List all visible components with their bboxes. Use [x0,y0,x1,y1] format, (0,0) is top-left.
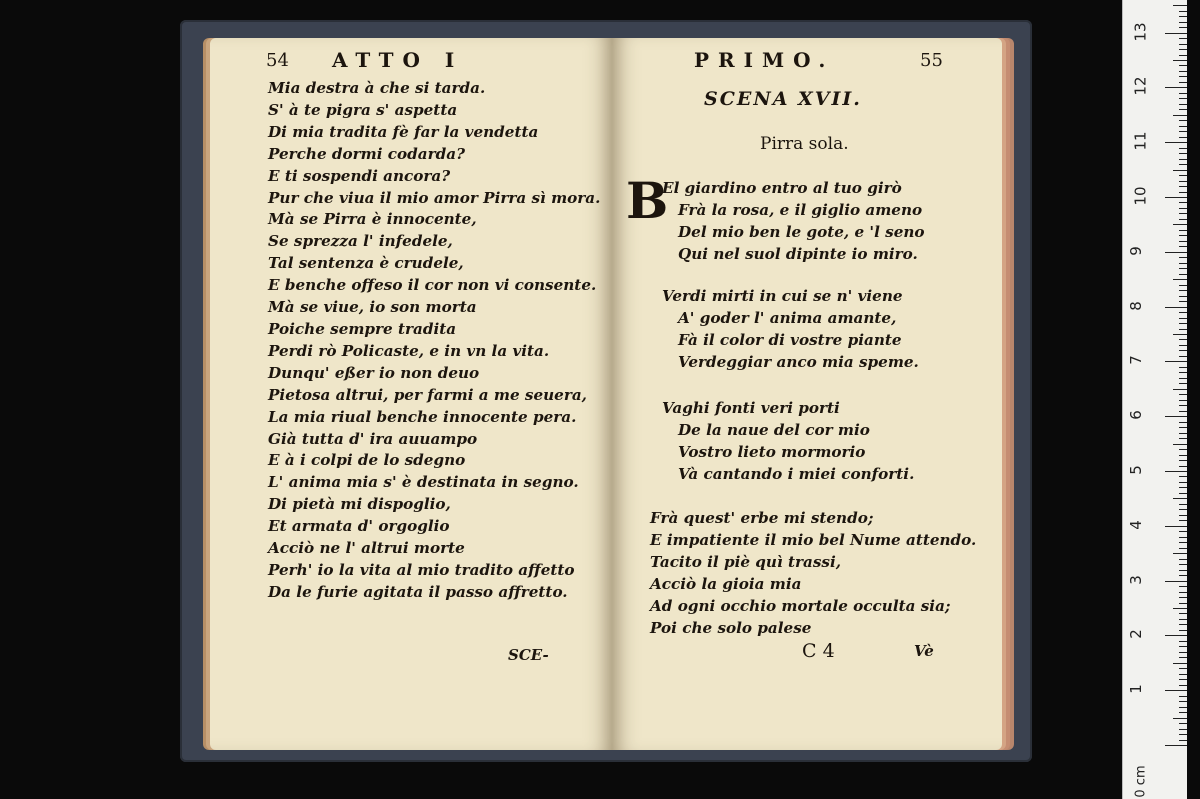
verse-lines [268,78,600,604]
ruler-tick [1179,137,1187,138]
ruler-tick [1165,197,1187,198]
ruler-tick [1179,712,1187,713]
ruler-label: 6 [1126,410,1145,420]
page-number: 54 [266,50,289,71]
ruler-tick [1179,542,1187,543]
ruler-tick [1179,624,1187,625]
text-line: Perdi rò Policaste, e in vn la vita. [268,341,550,360]
ruler-tick [1179,230,1187,231]
ruler-tick [1179,449,1187,450]
ruler-tick [1179,38,1187,39]
ruler-tick [1179,219,1187,220]
ruler-tick [1165,361,1187,362]
text-line: Acciò la gioia mia [650,574,802,593]
ruler-tick [1173,170,1187,171]
ruler-tick [1165,471,1187,472]
ruler-tick [1179,679,1187,680]
text-line: Tacito il piè quì trassi, [650,552,842,571]
ruler-tick [1179,378,1187,379]
ruler-label: 8 [1126,300,1145,311]
text-line: Mà se Pirra è innocente, [268,210,477,229]
running-head: ATTO I [332,48,464,72]
ruler-tick [1173,389,1187,390]
ruler-tick [1165,581,1187,582]
text-line: E benche offeso il cor non vi consente. [268,276,597,295]
ruler-tick [1179,630,1187,631]
ruler-tick [1173,60,1187,61]
ruler-tick [1179,433,1187,434]
ruler-tick [1179,603,1187,604]
ruler-tick [1173,553,1187,554]
ruler-tick [1179,329,1187,330]
ruler-tick [1179,646,1187,647]
ruler-tick [1179,268,1187,269]
ruler-tick [1179,372,1187,373]
ruler-tick [1179,131,1187,132]
text-line: Mia destra à che si tarda. [268,79,486,97]
text-line: Pietosa altrui, per farmi a me seuera, [268,385,587,404]
ruler-tick [1179,301,1187,302]
ruler-tick [1179,49,1187,50]
ruler-tick [1173,5,1187,6]
ruler-tick [1179,613,1187,614]
ruler-tick [1179,356,1187,357]
ruler-tick [1179,652,1187,653]
ruler-tick [1179,701,1187,702]
ruler-tick [1179,493,1187,494]
text-line: Vostro lieto mormorio [678,442,866,461]
text-line: De la naue del cor mio [678,420,870,439]
ruler-tick [1179,400,1187,401]
running-head: PRIMO. [694,48,835,72]
ruler-tick [1179,82,1187,83]
ruler-tick [1179,323,1187,324]
ruler-tick [1179,76,1187,77]
ruler-tick [1179,427,1187,428]
ruler-tick [1179,175,1187,176]
text-line: Verdi mirti in cui se n' viene [662,287,903,305]
text-line: Già tutta d' ira auuampo [268,429,478,448]
ruler-label: 5 [1126,465,1145,475]
ruler-tick [1179,559,1187,560]
ruler-tick [1179,367,1187,368]
catchword: SCE- [508,646,549,664]
ruler-label: 3 [1126,574,1145,585]
text-line: Ad ogni occhio mortale occulta sia; [650,596,951,615]
ruler-tick [1179,537,1187,538]
text-line: Tal sentenza è crudele, [268,254,464,273]
ruler-unit: 0 cm [1133,765,1149,798]
text-line: La mia riual benche innocente pera. [268,407,577,426]
ruler-tick [1179,405,1187,406]
ruler-tick [1179,707,1187,708]
ruler-tick [1179,723,1187,724]
ruler-tick [1165,307,1187,308]
ruler-tick [1173,498,1187,499]
text-line: L' anima mia s' è destinata in segno. [268,473,579,492]
ruler-tick [1179,438,1187,439]
ruler-tick [1165,252,1187,253]
text-line: Et armata d' orgoglio [268,517,450,536]
text-line: Dunqu' eßer io non deuo [268,363,480,382]
ruler-tick [1179,296,1187,297]
text-line: E à i colpi de lo sdegno [268,451,466,470]
speaker-heading: Pirra sola. [760,134,849,154]
ruler-tick [1173,115,1187,116]
text-line: Perh' io la vita al mio tradito affetto [268,560,575,579]
ruler-tick [1179,55,1187,56]
text-line: El giardino entro al tuo girò [662,179,902,197]
ruler-label: 4 [1126,520,1145,530]
ruler-tick [1179,11,1187,12]
ruler-tick [1179,509,1187,510]
ruler-tick [1179,159,1187,160]
ruler-label: 13 [1131,22,1150,42]
ruler-tick [1165,526,1187,527]
ruler-tick [1179,575,1187,576]
ruler-tick [1179,98,1187,99]
ruler-tick [1179,515,1187,516]
ruler-tick [1179,213,1187,214]
right-page [612,38,1002,750]
text-line: Di mia tradita fè far la vendetta [268,122,539,141]
ruler-tick [1179,422,1187,423]
stanza [662,178,925,266]
text-line: Poiche sempre tradita [268,319,457,338]
ruler-tick [1179,65,1187,66]
ruler-label: 9 [1126,246,1145,256]
ruler-tick [1173,334,1187,335]
ruler-tick [1179,455,1187,456]
stanza [662,398,914,486]
ruler-tick [1179,339,1187,340]
catchword: Vè [914,642,934,660]
ruler-tick [1179,93,1187,94]
text-line: A' goder l' anima amante, [678,308,897,327]
ruler-tick [1173,718,1187,719]
ruler-tick [1165,87,1187,88]
text-line: Perche dormi codarda? [268,144,465,163]
stanza [662,286,919,374]
ruler-label: 1 [1126,684,1145,694]
text-line: Frà quest' erbe mi stendo; [650,509,874,527]
ruler-tick [1179,734,1187,735]
ruler-tick [1179,487,1187,488]
ruler-tick [1179,44,1187,45]
ruler-tick [1179,548,1187,549]
ruler-tick [1179,235,1187,236]
ruler-tick [1179,246,1187,247]
text-line: Acciò ne l' altrui morte [268,539,465,558]
ruler-tick [1179,153,1187,154]
ruler-tick [1179,586,1187,587]
text-line: Se sprezza l' infedele, [268,232,453,251]
ruler-tick [1179,466,1187,467]
text-line: Fà il color di vostre piante [678,330,902,349]
ruler-label: 12 [1131,76,1150,96]
ruler-tick [1179,181,1187,182]
ruler-tick [1179,641,1187,642]
ruler-tick [1179,120,1187,121]
ruler-tick [1179,619,1187,620]
text-line: Di pietà mi dispoglio, [268,495,451,514]
ruler-tick [1179,27,1187,28]
ruler-tick [1179,71,1187,72]
ruler-tick [1179,657,1187,658]
ruler-tick [1179,383,1187,384]
ruler-tick [1179,531,1187,532]
signature-mark: C 4 [802,640,835,662]
ruler-tick [1179,126,1187,127]
ruler-tick [1165,635,1187,636]
ruler-tick [1179,186,1187,187]
ruler-tick [1179,312,1187,313]
ruler-tick [1179,241,1187,242]
text-line: Mà se viue, io son morta [268,298,477,317]
ruler-tick [1179,520,1187,521]
ruler-tick [1179,285,1187,286]
ruler-tick [1179,729,1187,730]
ruler-tick [1179,109,1187,110]
ruler-tick [1179,411,1187,412]
ruler-tick [1179,257,1187,258]
ruler-tick [1179,696,1187,697]
ruler-label: 2 [1126,629,1145,640]
ruler-tick [1179,290,1187,291]
ruler-tick [1179,208,1187,209]
ruler-tick [1179,202,1187,203]
ruler-label: 11 [1131,131,1150,151]
ruler-tick [1173,444,1187,445]
text-line: Del mio ben le gote, e 'l seno [678,222,925,241]
ruler-tick [1173,224,1187,225]
page-number: 55 [920,50,943,71]
ruler-tick [1179,592,1187,593]
ruler-tick [1179,460,1187,461]
ruler-tick [1173,279,1187,280]
ruler-label: 10 [1131,186,1150,206]
text-line: E ti sospendi ancora? [268,166,451,185]
ruler-tick [1179,668,1187,669]
ruler-tick [1179,482,1187,483]
measurement-ruler [1122,0,1187,799]
text-line: Và cantando i miei conforti. [678,464,915,483]
ruler-tick [1179,22,1187,23]
scene-title: SCENA XVII. [704,88,862,110]
drop-cap: B [626,171,669,230]
ruler-tick [1179,104,1187,105]
text-line: S' à te pigra s' aspetta [268,100,458,119]
text-line: Vaghi fonti veri porti [662,399,840,417]
text-line: Verdeggiar anco mia speme. [678,352,919,371]
ruler-tick [1179,164,1187,165]
ruler-tick [1179,476,1187,477]
text-line: Da le furie agitata il passo affretto. [268,582,568,601]
ruler-tick [1173,663,1187,664]
ruler-tick [1179,504,1187,505]
ruler-tick [1179,192,1187,193]
text-line: Frà la rosa, e il giglio ameno [678,200,923,219]
ruler-tick [1179,318,1187,319]
ruler-tick [1165,416,1187,417]
ruler-tick [1179,674,1187,675]
ruler-tick [1165,690,1187,691]
ruler-tick [1165,33,1187,34]
ruler-tick [1179,685,1187,686]
ruler-tick [1179,597,1187,598]
text-line: E impatiente il mio bel Nume attendo. [650,530,977,549]
ruler-tick [1165,142,1187,143]
ruler-tick [1179,394,1187,395]
ruler-tick [1173,608,1187,609]
ruler-tick [1179,263,1187,264]
ruler-tick [1179,564,1187,565]
ruler-tick [1179,345,1187,346]
text-line: Pur che viua il mio amor Pirra sì mora. [268,188,601,207]
text-line: Poi che solo palese [650,618,812,637]
ruler-tick [1179,274,1187,275]
ruler-tick [1179,570,1187,571]
ruler-tick [1165,745,1187,746]
ruler-label: 7 [1126,355,1145,366]
left-page [210,38,612,750]
ruler-tick [1179,740,1187,741]
ruler-tick [1179,350,1187,351]
text-line: Qui nel suol dipinte io miro. [678,244,918,263]
ruler-tick [1179,16,1187,17]
stanza [650,508,976,639]
ruler-tick [1179,148,1187,149]
